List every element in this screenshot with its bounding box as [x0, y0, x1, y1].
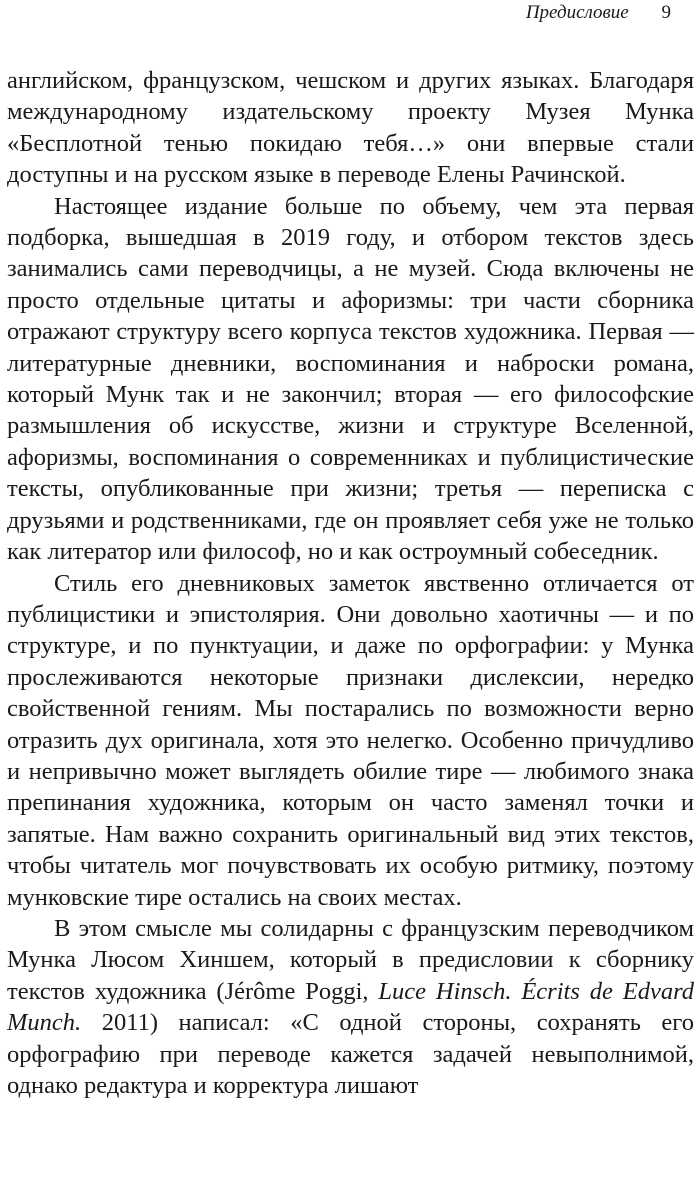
section-title: Предисловие — [525, 2, 629, 23]
page-number: 9 — [661, 2, 671, 23]
body-text — [7, 65, 694, 1101]
paragraph-style: Стиль его дневниковых заметок явственно отличается от публицистики и эпистолярия. Они довольно хаотичны — и по структуре, и по пунктуации, и даже по орфографии: у Мунка прослеживаются некоторые признаки дислексии, нередко свойственной гениям. Мы постарались по возможности верно отразить дух оригинала, хотя это нелегко. Особенно причудливо и непривычно может выглядеть обилие тире — любимого знака препинания художника, которым он часто заменял точки и запятые. Нам важно сохранить оригинальный вид этих текстов, чтобы читатель мог почувствовать их особую ритмику, поэтому мунковские тире остались на своих местах. — [7, 569, 694, 911]
running-head — [526, 2, 671, 24]
paragraph-translator — [7, 913, 694, 1101]
paragraph-continued: английском, французском, чешском и других языках. Благодаря международному издательскому проекту Музея Мунка «Бесплотной тенью покидаю тебя…» они впервые стали доступны и на русском языке в переводе Елены Рачинской. — [7, 67, 694, 189]
paragraph-edition: Настоящее издание больше по объему, чем эта первая подборка, вышедшая в 2019 году, и отбором текстов здесь занимались сами переводчицы, а не музей. Сюда включены не просто отдельные цитаты и афоризмы: три части сборника отражают структуру всего корпуса текстов художника. Первая — литературные дневники, воспоминания и наброски романа, который Мунк так и не закончил; вторая — его философские размышления об искусстве, жизни и структуре Вселенной, афоризмы, воспоминания о современниках и публицистические тексты, опубликованные при жизни; третья — переписка с друзьями и родственниками, где он проявляет себя уже не только как литератор или философ, но и как остроумный собеседник. — [7, 192, 694, 566]
paragraph-text-after: 2011) написал: «С одной стороны, сохранять его орфографию при переводе кажется задачей невыполнимой, однако редактура и корректура лишают — [7, 1009, 694, 1099]
book-title-italic: Luce Hinsch. Écrits de Edvard Munch. — [7, 977, 694, 1037]
paragraph-text-before: В этом смысле мы солидарны с французским переводчиком Мунка Люсом Хиншем, который в предисловии к сборнику текстов художника (Jérôme Poggi, — [7, 914, 694, 1005]
